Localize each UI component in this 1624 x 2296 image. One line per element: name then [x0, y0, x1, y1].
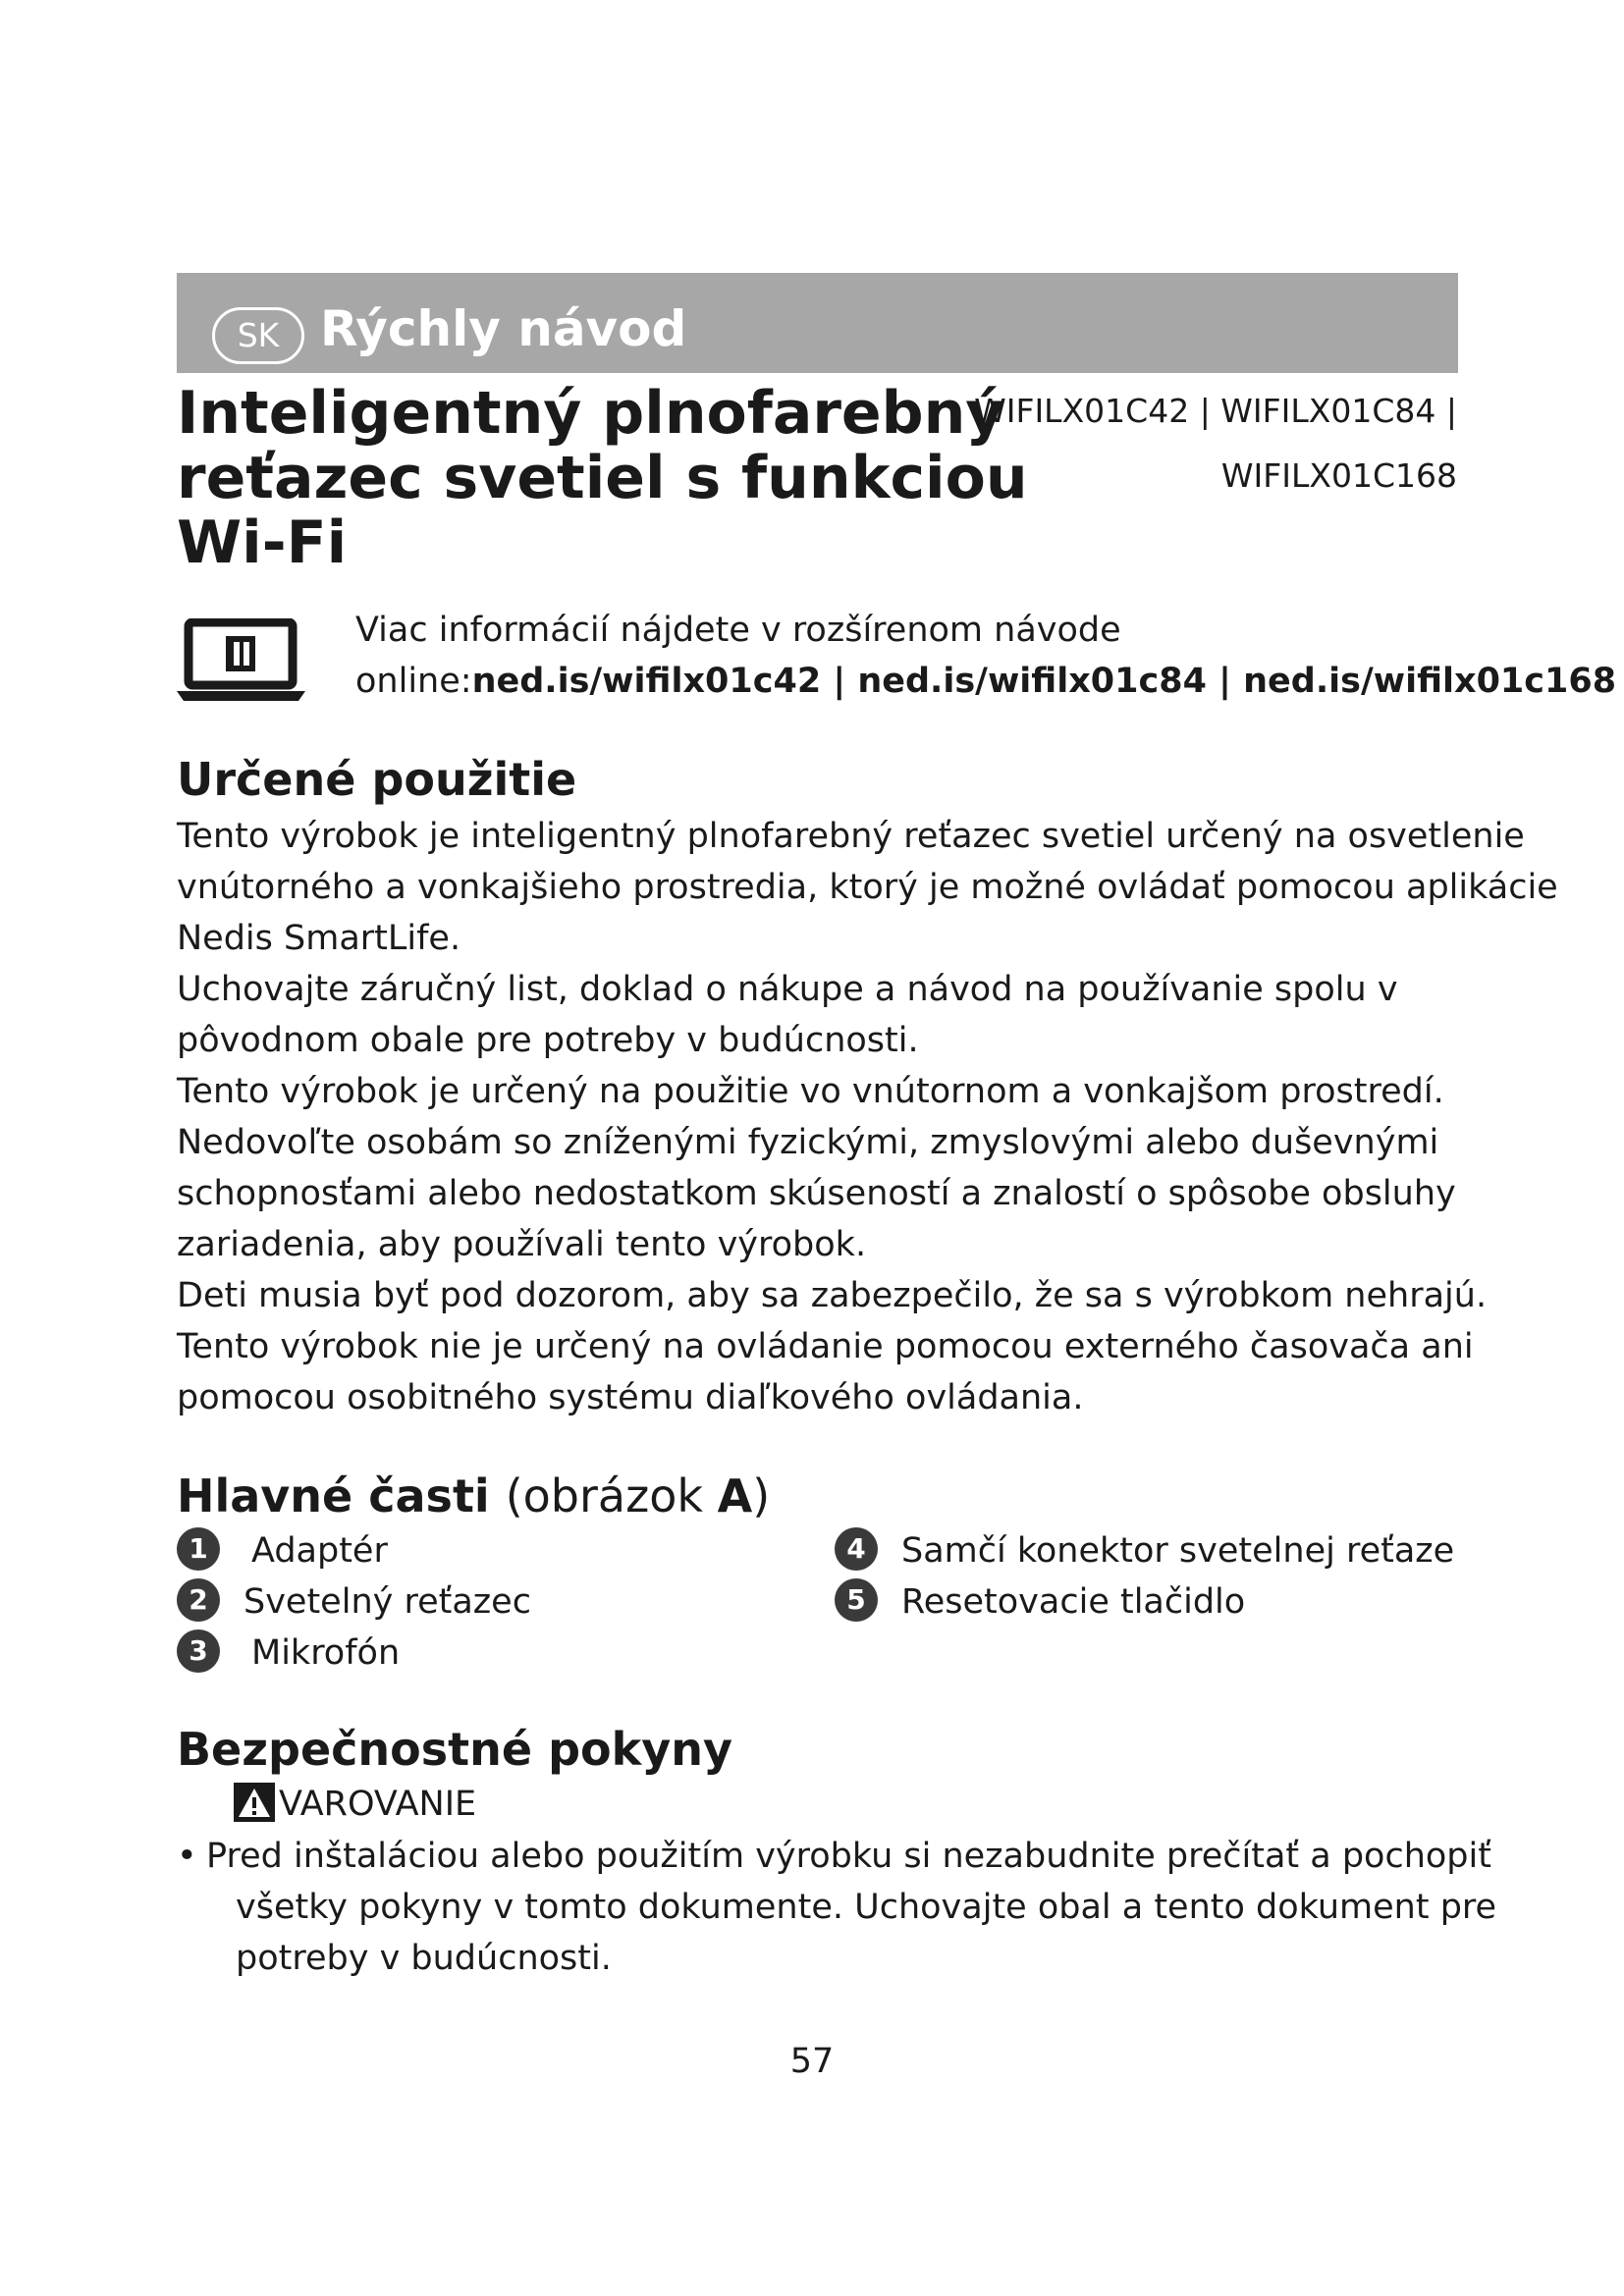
warning-row [234, 1779, 476, 1830]
warning-label: VAROVANIE [279, 1785, 477, 1824]
part-label: Svetelný reťazec [244, 1582, 531, 1622]
part-item [835, 1576, 1245, 1628]
part-number-badge: 2 [177, 1578, 220, 1622]
warning-triangle-icon [234, 1783, 275, 1822]
product-title-line: reťazec svetiel s funkciou [177, 444, 1028, 512]
model-numbers-line: WIFILX01C168 [1220, 456, 1457, 495]
part-item [177, 1576, 531, 1628]
body-line: pomocou osobitného systému diaľkového ovládania. [177, 1378, 1084, 1417]
language-badge: SK [212, 307, 304, 364]
model-numbers [947, 379, 1457, 508]
bullet-dot-icon: • [177, 1837, 197, 1876]
body-line: Uchovajte záručný list, doklad o nákupe a návod na používanie spolu v [177, 970, 1398, 1009]
body-line: Tento výrobok je inteligentný plnofarebný reťazec svetiel určený na osvetlenie [177, 817, 1525, 856]
part-item [177, 1525, 388, 1576]
part-item [835, 1525, 1454, 1576]
body-line: pôvodnom obale pre potreby v budúcnosti. [177, 1021, 919, 1060]
main-parts-heading [177, 1467, 770, 1525]
safety-heading: Bezpečnostné pokyny [177, 1723, 732, 1776]
figure-ref-open: (obrázok [505, 1469, 718, 1522]
bullet-text: Pred inštaláciou alebo použitím výrobku si nezabudnite prečítať a pochopiť [206, 1837, 1491, 1876]
product-title [177, 379, 1028, 577]
product-title-line: Inteligentný plnofarebný [177, 379, 1004, 448]
part-label: Resetovacie tlačidlo [901, 1582, 1246, 1622]
main-parts-title: Hlavné časti [177, 1469, 490, 1522]
page-number: 57 [789, 2042, 835, 2081]
more-info-text [355, 605, 1616, 707]
more-info-line: Viac informácií nájdete v rozšírenom návode [355, 611, 1121, 650]
model-numbers-line: WIFILX01C42 | WIFILX01C84 | [974, 392, 1457, 430]
safety-bullet [177, 1831, 1497, 1984]
body-line: Tento výrobok nie je určený na ovládanie pomocou externého časovača ani [177, 1327, 1474, 1366]
body-line: schopnosťami alebo nedostatkom skúseností a znalostí o spôsobe obsluhy [177, 1174, 1456, 1213]
quick-guide-title: Rýchly návod [320, 300, 687, 357]
part-number-badge: 3 [177, 1629, 220, 1673]
bullet-line [177, 1831, 1491, 1882]
online-links-line [355, 656, 1616, 707]
laptop-info-icon [175, 618, 307, 707]
bullet-line: všetky pokyny v tomto dokumente. Uchovajte obal a tento dokument pre [236, 1888, 1497, 1927]
online-prefix: online: [355, 662, 472, 701]
product-title-line: Wi-Fi [177, 508, 348, 577]
intended-use-body [177, 811, 1558, 1423]
part-number-badge: 1 [177, 1527, 220, 1571]
bullet-line: potreby v budúcnosti. [236, 1939, 612, 1978]
part-item [177, 1628, 400, 1679]
part-number-badge: 4 [835, 1527, 878, 1571]
body-line: Nedovoľte osobám so zníženými fyzickými, zmyslovými alebo duševnými [177, 1123, 1439, 1162]
part-label: Adaptér [251, 1531, 388, 1571]
body-line: vnútorného a vonkajšieho prostredia, ktorý je možné ovládať pomocou aplikácie [177, 868, 1558, 907]
intended-use-heading: Určené použitie [177, 753, 577, 806]
body-line: Deti musia byť pod dozorom, aby sa zabezpečilo, že sa s výrobkom nehrajú. [177, 1276, 1488, 1315]
part-number-badge: 5 [835, 1578, 878, 1622]
part-label: Samčí konektor svetelnej reťaze [901, 1531, 1455, 1571]
body-line: Tento výrobok je určený na použitie vo vnútornom a vonkajšom prostredí. [177, 1072, 1444, 1111]
part-label: Mikrofón [251, 1633, 401, 1673]
figure-ref-letter: A [717, 1469, 753, 1522]
figure-ref-close: ) [752, 1469, 771, 1522]
online-links[interactable]: ned.is/wifilx01c42 | ned.is/wifilx01c84 | ned.is/wifilx01c168 [471, 662, 1617, 701]
body-line: Nedis SmartLife. [177, 919, 461, 958]
body-line: zariadenia, aby používali tento výrobok. [177, 1225, 867, 1264]
